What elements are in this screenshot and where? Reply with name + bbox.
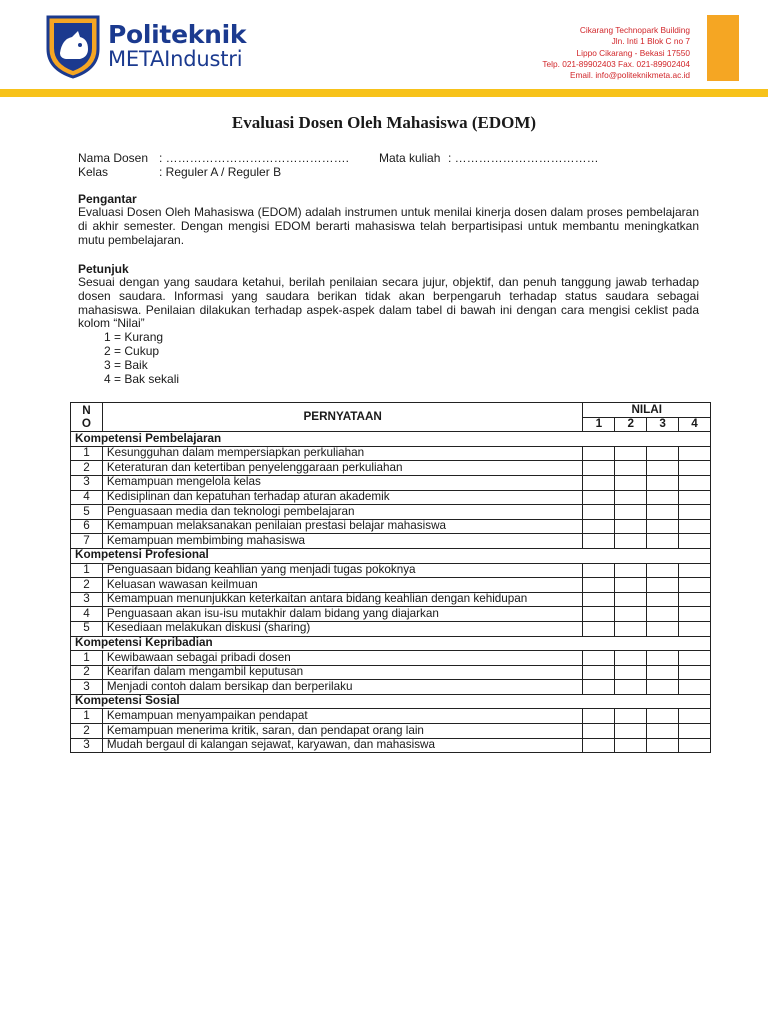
score-cell[interactable] — [583, 563, 615, 578]
info-row-kelas — [78, 165, 718, 179]
score-cell[interactable] — [615, 592, 647, 607]
row-number: 2 — [71, 461, 103, 476]
matkul-label: Mata kuliah — [379, 151, 441, 165]
score-cell[interactable] — [679, 534, 711, 549]
score-cell[interactable] — [615, 490, 647, 505]
score-cell[interactable] — [615, 461, 647, 476]
statement-text: Keteraturan dan ketertiban penyelenggaraan perkuliahan — [102, 461, 583, 476]
category-name: Kompetensi Kepribadian — [71, 636, 711, 651]
score-header: 1 — [583, 417, 615, 432]
col-no-header: N O — [71, 403, 103, 432]
score-cell[interactable] — [615, 665, 647, 680]
petunjuk-text: Sesuai dengan yang saudara ketahui, berilah penilaian secara jujur, objektif, dan penuh tanggung jawab terhadap dosen saudara. Informasi yang saudara berikan tidak akan berpengaruh terhadap status saudara sebagai mahasiswa. Penilaian dilakukan terhadap aspek-aspek dalam tabel di bawah ini dengan cara mengisi ceklist pada kolom “Nilai” — [78, 275, 699, 331]
row-number: 5 — [71, 505, 103, 520]
score-cell[interactable] — [615, 519, 647, 534]
statement-text: Penguasaan bidang keahlian yang menjadi tugas pokoknya — [102, 563, 583, 578]
score-header: 4 — [679, 417, 711, 432]
score-cell[interactable] — [679, 724, 711, 739]
statement-text: Kearifan dalam mengambil keputusan — [102, 665, 583, 680]
dosen-label: Nama Dosen — [78, 151, 149, 165]
category-name: Kompetensi Pembelajaran — [71, 432, 711, 447]
score-cell[interactable] — [583, 651, 615, 666]
score-header: 2 — [615, 417, 647, 432]
category-row — [71, 694, 711, 709]
score-cell[interactable] — [647, 461, 679, 476]
header-rule — [0, 89, 768, 97]
row-number: 2 — [71, 665, 103, 680]
accent-block — [707, 15, 739, 81]
table-row — [71, 665, 711, 680]
score-cell[interactable] — [647, 446, 679, 461]
score-cell[interactable] — [647, 475, 679, 490]
score-cell[interactable] — [615, 446, 647, 461]
row-number: 5 — [71, 621, 103, 636]
score-cell[interactable] — [679, 563, 711, 578]
score-cell[interactable] — [679, 490, 711, 505]
table-row — [71, 519, 711, 534]
score-cell[interactable] — [647, 724, 679, 739]
score-cell[interactable] — [583, 607, 615, 622]
col-nilai-header: NILAI — [583, 403, 711, 418]
table-row — [71, 592, 711, 607]
row-number: 2 — [71, 578, 103, 593]
brand-top-text: Politeknik — [108, 20, 247, 49]
matkul-value[interactable]: : ……………………………… — [448, 151, 599, 165]
category-name: Kompetensi Profesional — [71, 548, 711, 563]
table-row — [71, 563, 711, 578]
row-number: 1 — [71, 563, 103, 578]
row-number: 2 — [71, 724, 103, 739]
statement-text: Kedisiplinan dan kepatuhan terhadap aturan akademik — [102, 490, 583, 505]
category-name: Kompetensi Sosial — [71, 694, 711, 709]
score-cell[interactable] — [583, 724, 615, 739]
dosen-value[interactable]: : ………………………………………. — [159, 151, 350, 165]
statement-text: Mudah bergaul di kalangan sejawat, karyawan, dan mahasiswa — [102, 738, 583, 753]
statement-text: Menjadi contoh dalam bersikap dan berperilaku — [102, 680, 583, 695]
score-cell[interactable] — [647, 665, 679, 680]
score-cell[interactable] — [583, 519, 615, 534]
category-row — [71, 432, 711, 447]
row-number: 1 — [71, 709, 103, 724]
scale-item: 1 = Kurang — [104, 330, 164, 345]
table-row — [71, 724, 711, 739]
score-cell[interactable] — [583, 680, 615, 695]
score-cell[interactable] — [615, 475, 647, 490]
score-cell[interactable] — [679, 709, 711, 724]
table-row — [71, 680, 711, 695]
score-cell[interactable] — [679, 461, 711, 476]
brand-name — [108, 22, 246, 70]
edom-table — [70, 402, 711, 753]
score-cell[interactable] — [679, 578, 711, 593]
table-row — [71, 534, 711, 549]
score-cell[interactable] — [647, 621, 679, 636]
score-cell[interactable] — [647, 519, 679, 534]
score-cell[interactable] — [679, 592, 711, 607]
statement-text: Kesungguhan dalam mempersiapkan perkuliahan — [102, 446, 583, 461]
statement-text: Kesediaan melakukan diskusi (sharing) — [102, 621, 583, 636]
score-cell[interactable] — [647, 592, 679, 607]
kelas-value[interactable]: : Reguler A / Reguler B — [159, 165, 282, 179]
petunjuk-heading: Petunjuk — [78, 262, 129, 276]
table-row — [71, 621, 711, 636]
statement-text: Kewibawaan sebagai pribadi dosen — [102, 651, 583, 666]
row-number: 3 — [71, 738, 103, 753]
pengantar-heading: Pengantar — [78, 192, 137, 206]
table-row — [71, 461, 711, 476]
address-line: Jln. Inti 1 Blok C no 7 — [611, 36, 690, 47]
row-number: 3 — [71, 592, 103, 607]
score-cell[interactable] — [679, 519, 711, 534]
score-cell[interactable] — [647, 738, 679, 753]
address-line: Cikarang Technopark Building — [579, 25, 690, 35]
score-cell[interactable] — [583, 709, 615, 724]
score-cell[interactable] — [615, 680, 647, 695]
score-cell[interactable] — [615, 709, 647, 724]
statement-text: Kemampuan menunjukkan keterkaitan antara bidang keahlian dengan kehidupan — [102, 592, 583, 607]
score-cell[interactable] — [583, 738, 615, 753]
table-row — [71, 505, 711, 520]
score-cell[interactable] — [583, 665, 615, 680]
score-cell[interactable] — [583, 461, 615, 476]
score-cell[interactable] — [615, 607, 647, 622]
score-cell[interactable] — [647, 651, 679, 666]
col-statement-header: PERNYATAAN — [102, 403, 583, 432]
kelas-label: Kelas — [78, 165, 109, 179]
petunjuk-section — [78, 262, 699, 386]
address-block — [542, 25, 690, 81]
score-header: 3 — [647, 417, 679, 432]
scale-item: 4 = Bak sekali — [104, 371, 180, 386]
address-line: Lippo Cikarang - Bekasi 17550 — [576, 47, 690, 58]
score-cell[interactable] — [679, 665, 711, 680]
score-cell[interactable] — [615, 724, 647, 739]
table-row — [71, 578, 711, 593]
table-row — [71, 709, 711, 724]
statement-text: Kemampuan mengelola kelas — [102, 475, 583, 490]
brand-bottom-text: METAIndustri — [108, 47, 243, 71]
pengantar-section — [78, 192, 699, 247]
statement-text: Penguasaan media dan teknologi pembelajaran — [102, 505, 583, 520]
score-cell[interactable] — [583, 505, 615, 520]
score-cell[interactable] — [583, 592, 615, 607]
letterhead — [0, 0, 768, 98]
score-cell[interactable] — [583, 490, 615, 505]
score-cell[interactable] — [647, 534, 679, 549]
info-row-dosen — [78, 151, 718, 165]
score-cell[interactable] — [615, 505, 647, 520]
statement-text: Keluasan wawasan keilmuan — [102, 578, 583, 593]
category-row — [71, 548, 711, 563]
score-cell[interactable] — [647, 563, 679, 578]
table-row — [71, 738, 711, 753]
row-number: 3 — [71, 680, 103, 695]
score-cell[interactable] — [615, 651, 647, 666]
address-line: Telp. 021-89902403 Fax. 021-89902404 — [542, 58, 690, 69]
statement-text: Kemampuan membimbing mahasiswa — [102, 534, 583, 549]
statement-text: Kemampuan menyampaikan pendapat — [102, 709, 583, 724]
score-cell[interactable] — [615, 621, 647, 636]
score-cell[interactable] — [647, 680, 679, 695]
table-row — [71, 651, 711, 666]
score-cell[interactable] — [647, 490, 679, 505]
score-cell[interactable] — [679, 475, 711, 490]
document-title: Evaluasi Dosen Oleh Mahasiswa (EDOM) — [231, 113, 537, 132]
score-cell[interactable] — [647, 709, 679, 724]
score-cell[interactable] — [679, 651, 711, 666]
scale-item: 2 = Cukup — [104, 343, 160, 358]
score-cell[interactable] — [583, 578, 615, 593]
score-cell[interactable] — [679, 607, 711, 622]
score-cell[interactable] — [615, 534, 647, 549]
rhino-shield-logo-icon — [44, 13, 102, 79]
score-cell[interactable] — [679, 505, 711, 520]
score-cell[interactable] — [679, 621, 711, 636]
scale-item: 3 = Baik — [104, 357, 148, 372]
statement-text: Kemampuan menerima kritik, saran, dan pendapat orang lain — [102, 724, 583, 739]
pengantar-text: Evaluasi Dosen Oleh Mahasiswa (EDOM) adalah instrumen untuk menilai kinerja dosen dalam proses pembelajaran di akhir semester. Dengan mengisi EDOM berarti mahasiswa telah berpartisipasi untuk membantu meningkatkan mutu pembelajaran. — [78, 205, 699, 247]
score-cell[interactable] — [583, 475, 615, 490]
score-cell[interactable] — [615, 563, 647, 578]
row-number: 4 — [71, 490, 103, 505]
table-row — [71, 446, 711, 461]
rating-scale — [104, 331, 699, 386]
score-cell[interactable] — [647, 607, 679, 622]
table-row — [71, 490, 711, 505]
category-row — [71, 636, 711, 651]
score-cell[interactable] — [583, 446, 615, 461]
table-row — [71, 607, 711, 622]
row-number: 1 — [71, 651, 103, 666]
statement-text: Penguasaan akan isu-isu mutakhir dalam bidang yang diajarkan — [102, 607, 583, 622]
score-cell[interactable] — [679, 738, 711, 753]
statement-text: Kemampuan melaksanakan penilaian prestasi belajar mahasiswa — [102, 519, 583, 534]
score-cell[interactable] — [583, 621, 615, 636]
row-number: 4 — [71, 607, 103, 622]
score-cell[interactable] — [679, 446, 711, 461]
table-row — [71, 475, 711, 490]
score-cell[interactable] — [615, 738, 647, 753]
row-number: 7 — [71, 534, 103, 549]
table-body — [71, 432, 711, 753]
score-cell[interactable] — [583, 534, 615, 549]
identity-fields — [78, 151, 718, 179]
score-cell[interactable] — [679, 680, 711, 695]
address-line: Email. info@politeknikmeta.ac.id — [569, 70, 690, 81]
row-number: 6 — [71, 519, 103, 534]
score-cell[interactable] — [615, 578, 647, 593]
score-cell[interactable] — [647, 505, 679, 520]
row-number: 3 — [71, 475, 103, 490]
score-cell[interactable] — [647, 578, 679, 593]
row-number: 1 — [71, 446, 103, 461]
